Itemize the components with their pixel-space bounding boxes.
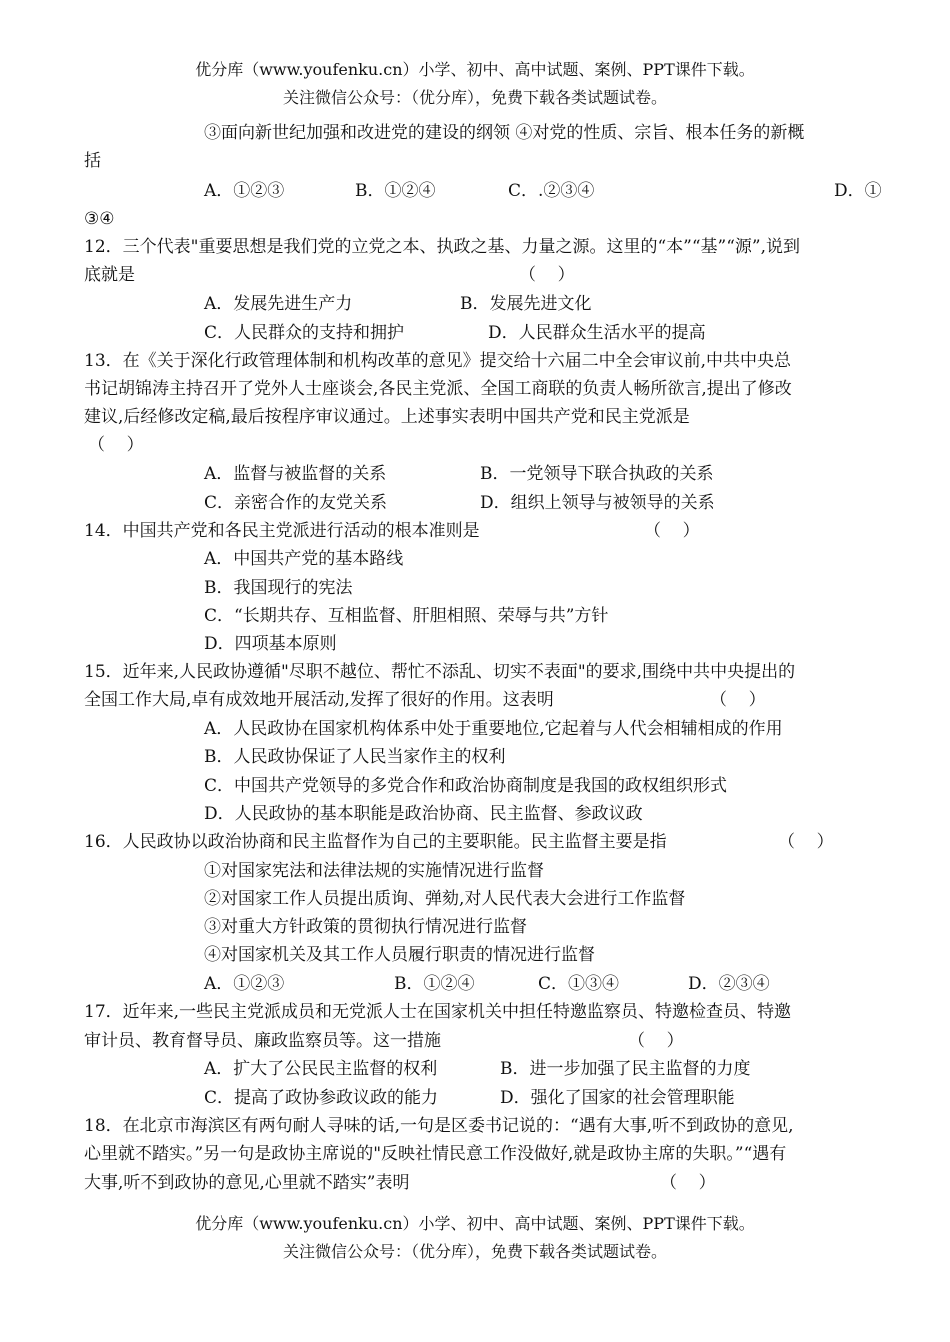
q15-answer-bracket: （ ） (710, 690, 766, 710)
q18-stem-line-3: 大事,听不到政协的意见,心里就不踏实”表明 (84, 1173, 410, 1193)
q15-stem-line-1: 15．近年来,人民政协遵循"尽职不越位、帮忙不添乱、切实不表面"的要求,围绕中共中央提出的 (84, 662, 796, 682)
q17-option-b: B．进一步加强了民主监督的力度 (500, 1059, 751, 1079)
header-line-2: 关注微信公众号：（优分库），免费下载各类试题试卷。 (282, 88, 667, 107)
q17-option-a: A．扩大了公民民主监督的权利 (204, 1059, 438, 1079)
q13-stem-line-2: 书记胡锦涛主持召开了党外人士座谈会,各民主党派、全国工商联的负责人畅所欲言,提出了修改 (84, 379, 792, 399)
q17-option-d: D．强化了国家的社会管理职能 (500, 1088, 735, 1108)
q13-option-a: A．监督与被监督的关系 (204, 464, 387, 484)
q17-option-c: C．提高了政协参政议政的能力 (204, 1088, 439, 1108)
q11-items-cont: 括 (84, 151, 101, 171)
q18-stem-line-2: 心里就不踏实。”另一句是政协主席说的"反映社情民意工作没做好,就是政协主席的失职。”“遇有 (84, 1144, 787, 1164)
q15-option-a: A．人民政协在国家机构体系中处于重要地位,它起着与人代会相辅相成的作用 (204, 719, 783, 739)
q11-option-c: C．.②③④ (508, 181, 595, 201)
q16-item-1: ①对国家宪法和法律法规的实施情况进行监督 (204, 861, 544, 881)
q12-option-b: B．发展先进文化 (460, 294, 592, 314)
q16-stem: 16．人民政协以政治协商和民主监督作为自己的主要职能。民主监督主要是指 (84, 832, 667, 852)
q17-stem-line-2: 审计员、教育督导员、廉政监察员等。这一措施 (84, 1031, 441, 1051)
q16-option-d: D．②③④ (688, 974, 770, 994)
q12-answer-bracket: （ ） (519, 265, 575, 285)
q12-stem-line-1: 12．三个代表"重要思想是我们党的立党之本、执政之基、力量之源。这里的“本”“基”“源”,说到 (84, 237, 800, 257)
q11-option-a: A．①②③ (204, 181, 285, 201)
q18-answer-bracket: （ ） (660, 1173, 716, 1193)
q18-stem-line-1: 18．在北京市海滨区有两句耐人寻味的话,一句是区委书记说的：“遇有大事,听不到政协的意见, (84, 1116, 794, 1136)
q16-item-4: ④对国家机关及其工作人员履行职责的情况进行监督 (204, 945, 595, 965)
q12-option-a: A．发展先进生产力 (204, 294, 353, 314)
q15-stem-line-2: 全国工作大局,卓有成效地开展活动,发挥了很好的作用。这表明 (84, 690, 554, 710)
q16-answer-bracket: （ ） (778, 832, 834, 852)
q12-option-d: D．人民群众生活水平的提高 (488, 323, 706, 343)
q16-option-a: A．①②③ (204, 974, 285, 994)
q17-stem-line-1: 17．近年来,一些民主党派成员和无党派人士在国家机关中担任特邀监察员、特邀检查员、特邀 (84, 1002, 792, 1022)
footer-line-1: 优分库（www.youfenku.cn）小学、初中、高中试题、案例、PPT课件下载。 (195, 1214, 755, 1233)
q11-items-line: ③面向新世纪加强和改进党的建设的纲领 ④对党的性质、宗旨、根本任务的新概 (204, 123, 805, 143)
q14-option-d: D．四项基本原则 (204, 634, 337, 654)
q12-option-c: C．人民群众的支持和拥护 (204, 323, 405, 343)
q17-answer-bracket: （ ） (628, 1031, 684, 1051)
header-line-1: 优分库（www.youfenku.cn）小学、初中、高中试题、案例、PPT课件下载。 (195, 60, 755, 79)
q12-stem-line-2: 底就是 (84, 265, 135, 285)
q11-option-d-cont: ③④ (84, 209, 115, 229)
q13-stem-line-1: 13．在《关于深化行政管理体制和机构改革的意见》提交给十六届二中全会审议前,中共中央总 (84, 351, 792, 371)
q16-option-b: B．①②④ (394, 974, 475, 994)
q11-option-b: B．①②④ (355, 181, 436, 201)
q15-option-c: C．中国共产党领导的多党合作和政治协商制度是我国的政权组织形式 (204, 776, 728, 796)
q13-option-d: D．组织上领导与被领导的关系 (480, 493, 715, 513)
q14-option-b: B．我国现行的宪法 (204, 578, 353, 598)
q13-option-c: C．亲密合作的友党关系 (204, 493, 388, 513)
q15-option-b: B．人民政协保证了人民当家作主的权利 (204, 747, 506, 767)
footer-line-2: 关注微信公众号：（优分库），免费下载各类试题试卷。 (282, 1242, 667, 1261)
q16-item-3: ③对重大方针政策的贯彻执行情况进行监督 (204, 917, 527, 937)
q16-option-c: C．①③④ (538, 974, 620, 994)
q13-answer-bracket: （ ） (88, 435, 144, 455)
q16-item-2: ②对国家工作人员提出质询、弹劾,对人民代表大会进行工作监督 (204, 889, 686, 909)
q15-option-d: D．人民政协的基本职能是政治协商、民主监督、参政议政 (204, 804, 643, 824)
q11-option-d: D．① (834, 181, 882, 201)
q14-option-a: A．中国共产党的基本路线 (204, 549, 404, 569)
q14-option-c: C．“长期共存、互相监督、肝胆相照、荣辱与共”方针 (204, 606, 609, 626)
q13-option-b: B．一党领导下联合执政的关系 (480, 464, 714, 484)
q13-stem-line-3: 建议,后经修改定稿,最后按程序审议通过。上述事实表明中国共产党和民主党派是 (84, 407, 690, 427)
q14-answer-bracket: （ ） (644, 521, 700, 541)
q14-stem: 14．中国共产党和各民主党派进行活动的根本准则是 (84, 521, 480, 541)
